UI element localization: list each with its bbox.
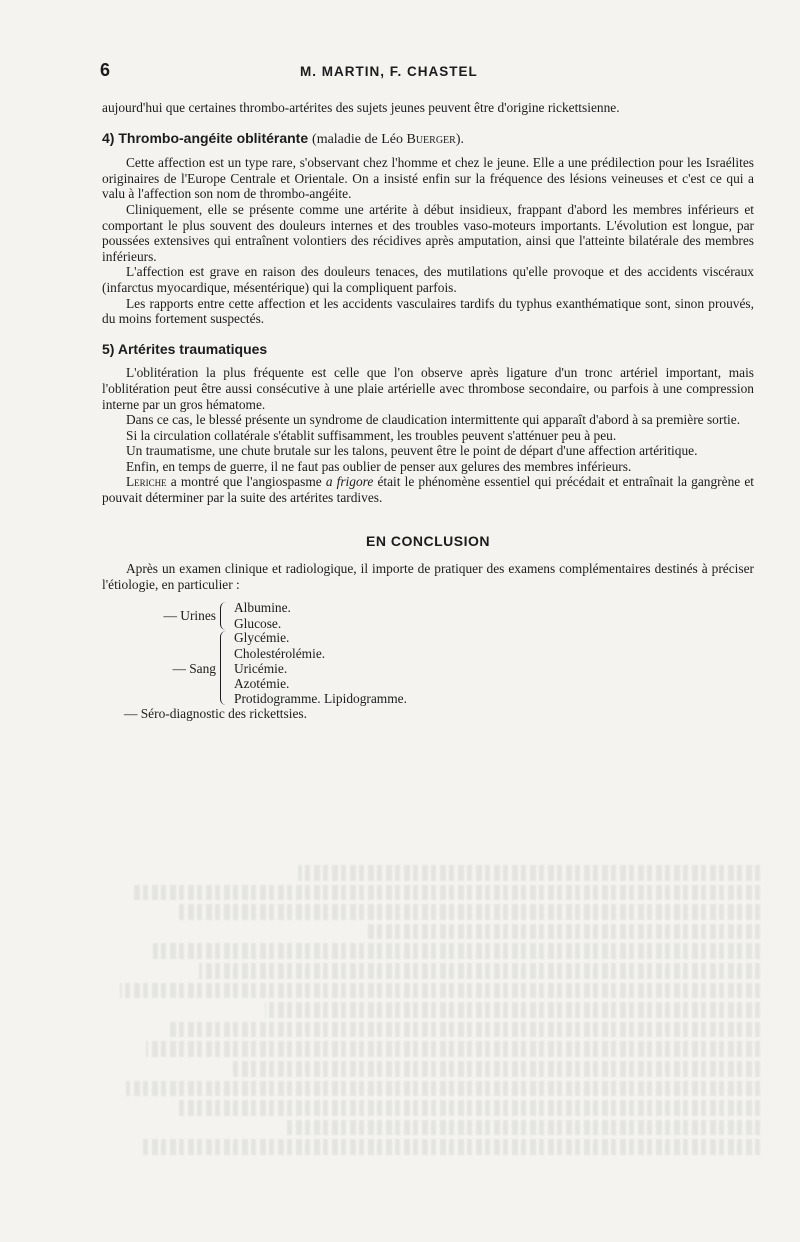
- leriche-name: Leriche: [126, 474, 167, 490]
- sang-item: Protidogramme. Lipidogramme.: [234, 691, 407, 707]
- section-4-buerger: Buerger: [406, 131, 456, 147]
- section-4-title: Thrombo-angéite oblitérante: [118, 129, 309, 146]
- sang-group: [146, 630, 407, 706]
- urines-item: Glucose.: [234, 615, 282, 631]
- section-4-paren-a: (maladie de Léo: [312, 131, 407, 147]
- sang-label: — Sang: [172, 660, 216, 676]
- leriche-text-a: a montré que l'angiospasme: [166, 474, 326, 490]
- section-4-paragraph: L'affection est grave en raison des douleurs tenaces, des mutilations qu'elle provoque et des accidents viscéraux (infarctus myocardique, mésentérique) qui la compliquent parfois.: [102, 264, 754, 295]
- body-text: [102, 100, 754, 726]
- section-5-number: 5): [102, 340, 115, 357]
- section-5-paragraph: Dans ce cas, le blessé présente un syndrome de claudication intermittente qui apparaît d'abord à sa première sortie.: [126, 412, 741, 428]
- section-4-paragraph: Cliniquement, elle se présente comme une artérite à début insidieux, frappant d'abord les membres inférieurs et comportant le plus souvent des douleurs internes et des troubles vaso-moteurs importants. L'évolution est longue, par poussées extensives qui entraînent volontiers des récidives après amputation, ainsi que l'atteinte bilatérale des membres inférieurs.: [102, 201, 754, 264]
- conclusion-paragraph: Après un examen clinique et radiologique, il importe de pratiquer des examens complémentaires destinés à préciser l'étiologie, en particulier :: [102, 561, 754, 592]
- conclusion-title: EN CONCLUSION: [366, 532, 490, 549]
- urines-items: [234, 600, 291, 630]
- section-4-number: 4): [102, 129, 115, 146]
- sang-item: Glycémie.: [234, 630, 290, 646]
- sang-item: Uricémie.: [234, 660, 288, 676]
- urines-group: [146, 600, 291, 630]
- a-frigore: a frigore: [325, 474, 374, 490]
- exam-list: [102, 598, 754, 726]
- leriche-paragraph: [102, 474, 754, 505]
- urines-brace: [220, 602, 228, 630]
- section-5-paragraph: Un traumatisme, une chute brutale sur les talons, peuvent être le point de départ d'une affection artéritique.: [126, 443, 698, 459]
- show-through-text: [100, 865, 760, 1185]
- section-5-heading: [102, 342, 754, 358]
- running-head: M. MARTIN, F. CHASTEL: [300, 64, 478, 79]
- urines-label: — Urines: [163, 607, 216, 623]
- section-4-heading: [102, 131, 754, 148]
- leriche-text-b: était le phénomène essentiel qui précédait et entraînait la gangrène et pouvait déterminer par la suite des artérites tardives.: [102, 474, 754, 506]
- page-number: 6: [100, 60, 111, 80]
- section-4-paren-b: ).: [455, 131, 464, 147]
- section-5-title: Artérites traumatiques: [117, 340, 268, 357]
- section-5-paragraph: L'oblitération la plus fréquente est celle que l'on observe après ligature d'un tronc artériel important, mais l'oblitération peut être aussi consécutive à une plaie artérielle avec thrombose secondaire, ou parfois à une compression interne par un gros hématome.: [102, 365, 754, 412]
- section-5-paragraph: Enfin, en temps de guerre, il ne faut pas oublier de penser aux gelures des membres inférieurs.: [126, 458, 632, 474]
- sang-item: Azotémie.: [234, 676, 290, 692]
- sang-brace: [220, 631, 228, 705]
- sang-item: Cholestérolémie.: [234, 645, 326, 661]
- section-4-paragraph: Les rapports entre cette affection et les accidents vasculaires tardifs du typhus exanthématique sont, sinon prouvés, du moins fortement suspectés.: [102, 295, 754, 327]
- intro-paragraph: aujourd'hui que certaines thrombo-artérites des sujets jeunes peuvent être d'origine rickettsienne.: [102, 100, 620, 115]
- sang-items: [234, 630, 407, 706]
- section-5-paragraph: Si la circulation collatérale s'établit suffisamment, les troubles peuvent s'atténuer peu à peu.: [126, 427, 617, 443]
- sero-diagnostic: — Séro-diagnostic des rickettsies.: [124, 706, 307, 722]
- section-4-paragraph: Cette affection est un type rare, s'observant chez l'homme et chez le jeune. Elle a une prédilection pour les Israélites originaires de l'Europe Centrale et Orientale. On a insisté enfin sur la fréquence des lésions veineuses et c'est ce qui a valu à l'affection son nom de thrombo-angéite.: [102, 155, 754, 202]
- urines-item: Albumine.: [234, 600, 291, 616]
